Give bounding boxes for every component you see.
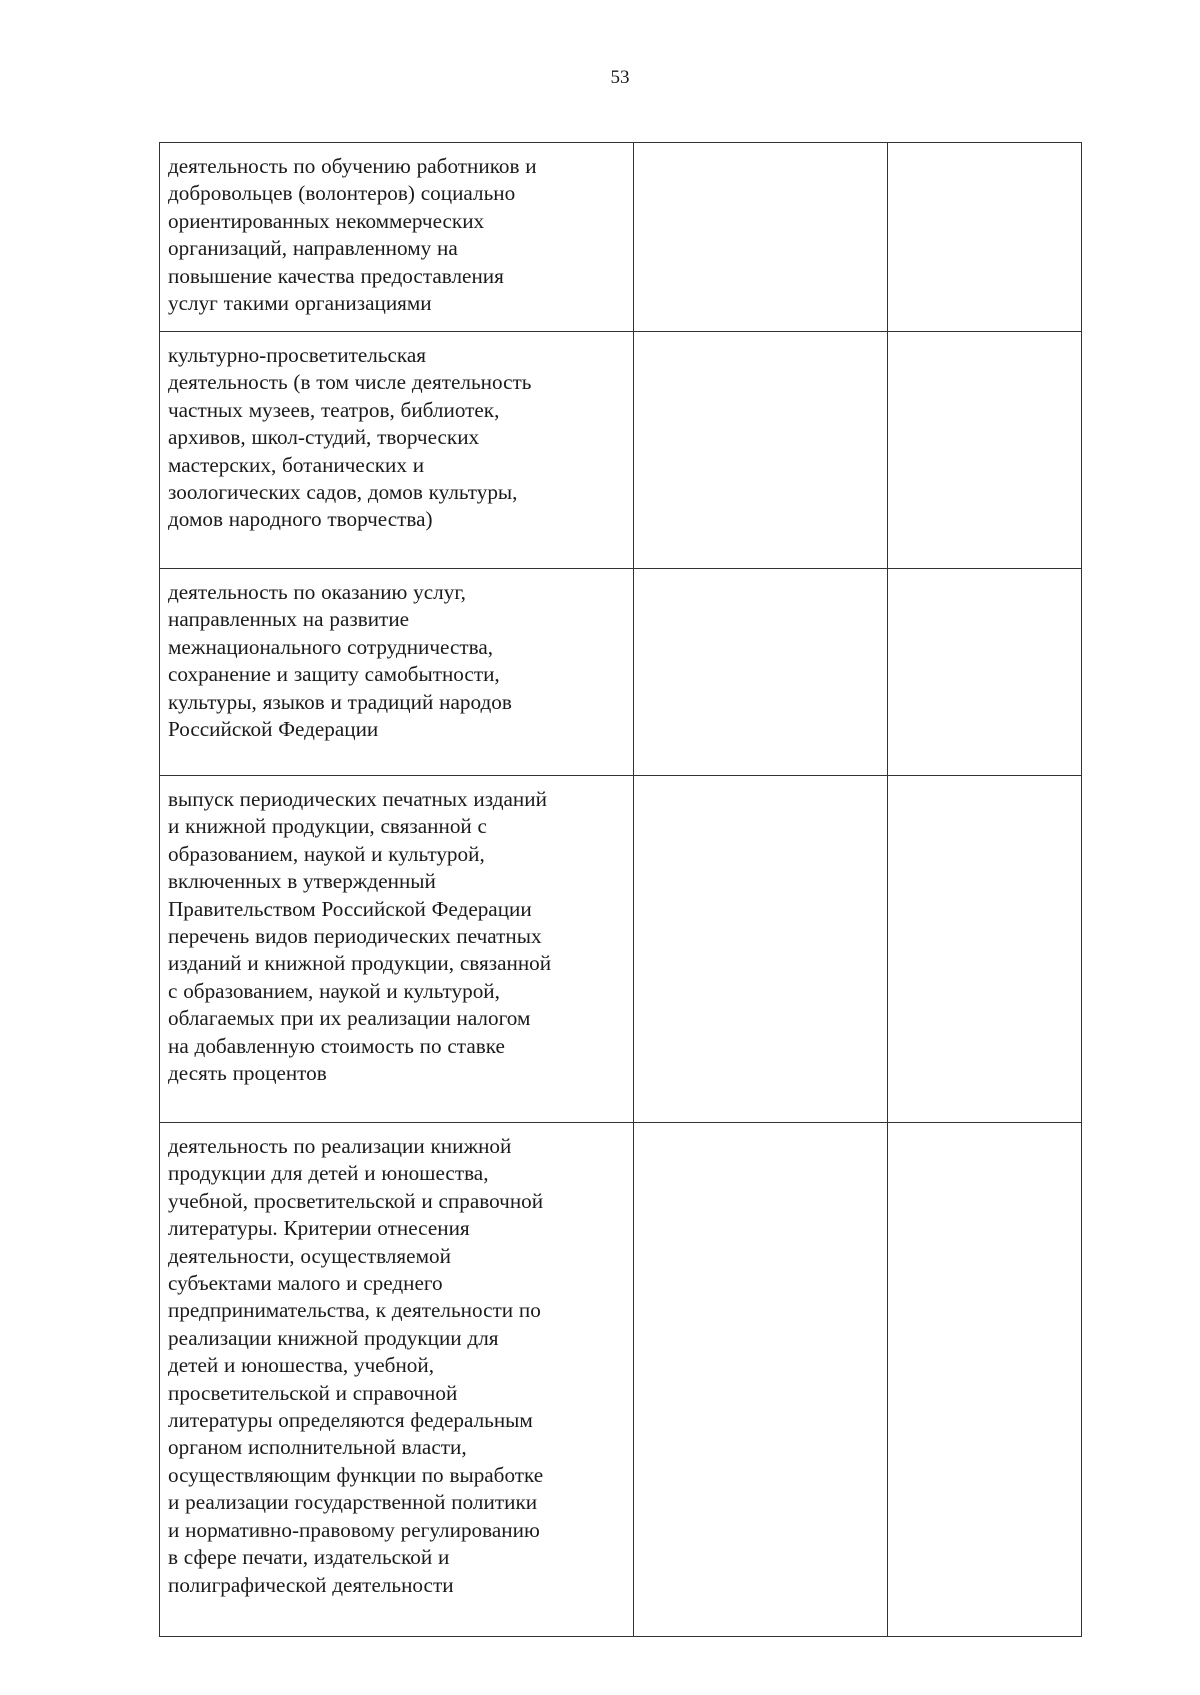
text-line: культурно-просветительская [168,343,427,367]
empty-cell [888,776,1082,1123]
text-line: детей и юношества, учебной, [168,1353,435,1378]
text-line: Российской Федерации [168,717,379,742]
text-line: частных музеев, театров, библиотек, [168,397,500,422]
text-line: повышение качества предоставления [168,263,504,288]
text-line: с образованием, наукой и культурой, [168,978,500,1003]
text-line: изданий и книжной продукции, связанной [168,951,552,976]
text-line: предпринимательства, к деятельности по [168,1298,541,1323]
empty-cell [888,332,1082,569]
text-line: и книжной продукции, связанной с [168,814,487,839]
text-line: и реализации государственной политики [168,1490,538,1515]
text-line: деятельность (в том числе деятельность [168,370,532,395]
text-line: деятельность по реализации книжной [168,1134,512,1158]
empty-cell [888,143,1082,332]
empty-cell [634,1123,888,1637]
empty-cell [888,569,1082,776]
activity-description-cell [160,776,634,1123]
table-row [160,332,1082,569]
text-line: сохранение и защиту самобытности, [168,662,500,687]
empty-cell [888,1123,1082,1637]
text-line: культуры, языков и традиций народов [168,689,512,714]
text-line: осуществляющим функции по выработке [168,1462,544,1487]
table-row [160,776,1082,1123]
text-line: организаций, направленному на [168,236,458,261]
empty-cell [634,776,888,1123]
text-line: литературы определяются федеральным [168,1408,533,1433]
activity-description-cell [160,569,634,776]
text-line: и нормативно-правовому регулированию [168,1517,540,1542]
text-line: архивов, школ-студий, творческих [168,425,480,450]
text-line: выпуск периодических печатных изданий [168,787,547,811]
text-line: литературы. Критерии отнесения [168,1216,470,1241]
empty-cell [634,143,888,332]
page-number: 53 [610,67,630,88]
text-line: в сфере печати, издательской и [168,1545,450,1570]
text-line: перечень видов периодических печатных [168,924,542,949]
text-line: Правительством Российской Федерации [168,896,532,921]
empty-cell [634,569,888,776]
text-line: добровольцев (волонтеров) социально [168,181,516,206]
text-line: деятельности, осуществляемой [168,1243,451,1268]
text-line: образованием, наукой и культурой, [168,841,485,866]
text-line: реализации книжной продукции для [168,1325,499,1350]
activity-description-cell [160,1123,634,1637]
text-line: учебной, просветительской и справочной [168,1188,544,1213]
text-line: мастерских, ботанических и [168,452,425,477]
text-line: органом исполнительной власти, [168,1435,467,1460]
empty-cell [634,332,888,569]
table-row [160,1123,1082,1637]
text-line: включенных в утвержденный [168,869,436,894]
text-line: деятельность по обучению работников и [168,154,537,178]
text-line: направленных на развитие [168,607,410,632]
text-line: деятельность по оказанию услуг, [168,580,466,604]
text-line: ориентированных некоммерческих [168,208,485,233]
text-line: зоологических садов, домов культуры, [168,480,518,505]
table-row [160,143,1082,332]
text-line: продукции для детей и юношества, [168,1161,489,1186]
table-row [160,569,1082,776]
text-line: полиграфической деятельности [168,1572,454,1597]
activity-description-cell [160,143,634,332]
text-line: домов народного творчества) [168,507,433,532]
text-line: услуг такими организациями [168,291,432,316]
text-line: межнационального сотрудничества, [168,634,494,659]
text-line: облагаемых при их реализации налогом [168,1006,531,1031]
activities-table [159,142,1082,1637]
activity-description-cell [160,332,634,569]
text-line: на добавленную стоимость по ставке [168,1033,505,1058]
text-line: просветительской и справочной [168,1380,458,1405]
text-line: субъектами малого и среднего [168,1271,443,1296]
text-line: десять процентов [168,1061,327,1086]
